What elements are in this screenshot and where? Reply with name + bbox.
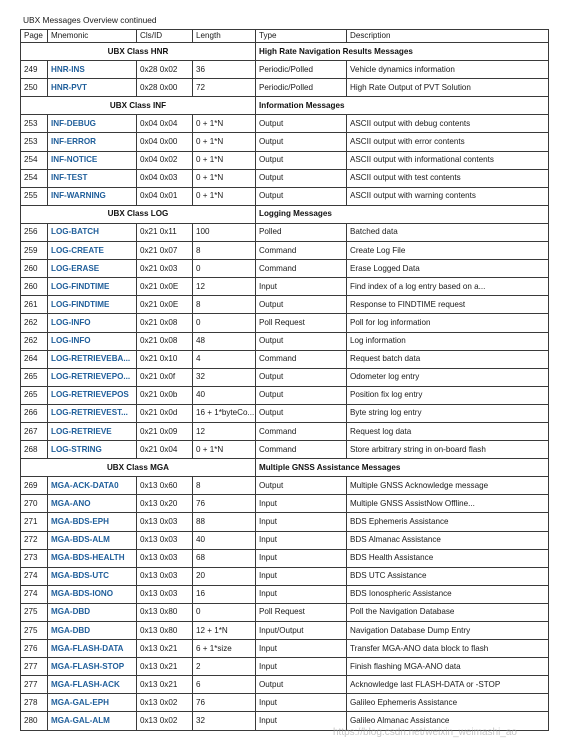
- mnemonic-link[interactable]: MGA-FLASH-DATA: [48, 640, 137, 658]
- cell-length: 72: [193, 79, 256, 97]
- cell-clsid: 0x13 0x03: [137, 531, 193, 549]
- table-row: [21, 133, 549, 151]
- cell-page: 276: [21, 640, 48, 658]
- mnemonic-link[interactable]: LOG-INFO: [48, 314, 137, 332]
- cell-clsid: 0x13 0x03: [137, 513, 193, 531]
- cell-type: Input: [256, 585, 347, 603]
- table-header-row: [21, 30, 549, 43]
- mnemonic-link[interactable]: MGA-ACK-DATA0: [48, 477, 137, 495]
- cell-type: Output: [256, 151, 347, 169]
- cell-page: 272: [21, 531, 48, 549]
- table-row: [21, 676, 549, 694]
- cell-description: Finish flashing MGA-ANO data: [347, 658, 549, 676]
- cell-type: Input: [256, 640, 347, 658]
- cell-description: BDS Ephemeris Assistance: [347, 513, 549, 531]
- cell-description: ASCII output with informational contents: [347, 151, 549, 169]
- cell-clsid: 0x21 0x09: [137, 422, 193, 440]
- table-row: [21, 495, 549, 513]
- table-row: [21, 169, 549, 187]
- table-row: [21, 278, 549, 296]
- cell-page: 274: [21, 567, 48, 585]
- cell-length: 0 + 1*N: [193, 151, 256, 169]
- cell-clsid: 0x13 0x03: [137, 585, 193, 603]
- cell-length: 0: [193, 260, 256, 278]
- cell-clsid: 0x21 0x0E: [137, 296, 193, 314]
- cell-type: Output: [256, 676, 347, 694]
- cell-clsid: 0x04 0x02: [137, 151, 193, 169]
- mnemonic-link[interactable]: MGA-BDS-ALM: [48, 531, 137, 549]
- table-row: [21, 585, 549, 603]
- watermark: https://blog.csdn.net/weixin_weimashi_ao: [333, 727, 517, 738]
- cell-length: 40: [193, 531, 256, 549]
- cell-type: Input: [256, 658, 347, 676]
- cell-length: 48: [193, 332, 256, 350]
- cell-type: Output: [256, 332, 347, 350]
- mnemonic-link[interactable]: LOG-RETRIEVEPOS: [48, 386, 137, 404]
- cell-type: Output: [256, 386, 347, 404]
- cell-type: Input: [256, 495, 347, 513]
- cell-clsid: 0x21 0x10: [137, 350, 193, 368]
- header-page: Page: [21, 30, 48, 43]
- mnemonic-link[interactable]: LOG-CREATE: [48, 242, 137, 260]
- cell-clsid: 0x21 0x08: [137, 314, 193, 332]
- cell-length: 88: [193, 513, 256, 531]
- cell-length: 12: [193, 278, 256, 296]
- cell-length: 2: [193, 658, 256, 676]
- table-row: [21, 694, 549, 712]
- cell-length: 0: [193, 314, 256, 332]
- cell-length: 0 + 1*N: [193, 187, 256, 205]
- mnemonic-link[interactable]: INF-WARNING: [48, 187, 137, 205]
- mnemonic-link[interactable]: LOG-FINDTIME: [48, 278, 137, 296]
- cell-clsid: 0x21 0x0b: [137, 386, 193, 404]
- table-body: [21, 43, 549, 731]
- cell-clsid: 0x21 0x0E: [137, 278, 193, 296]
- mnemonic-link[interactable]: INF-TEST: [48, 169, 137, 187]
- cell-page: 270: [21, 495, 48, 513]
- cell-description: Request log data: [347, 422, 549, 440]
- cell-page: 277: [21, 676, 48, 694]
- cell-type: Polled: [256, 223, 347, 241]
- table-row: [21, 350, 549, 368]
- table-row: [21, 332, 549, 350]
- cell-length: 8: [193, 477, 256, 495]
- cell-clsid: 0x13 0x03: [137, 549, 193, 567]
- cell-clsid: 0x21 0x11: [137, 223, 193, 241]
- mnemonic-link[interactable]: MGA-BDS-IONO: [48, 585, 137, 603]
- cell-length: 36: [193, 61, 256, 79]
- cell-length: 6 + 1*size: [193, 640, 256, 658]
- cell-description: Transfer MGA-ANO data block to flash: [347, 640, 549, 658]
- cell-length: 76: [193, 694, 256, 712]
- table-row: [21, 368, 549, 386]
- cell-length: 0 + 1*N: [193, 169, 256, 187]
- header-type: Type: [256, 30, 347, 43]
- cell-clsid: 0x21 0x0f: [137, 368, 193, 386]
- cell-length: 16: [193, 585, 256, 603]
- class-label: UBX Class LOG: [21, 205, 256, 223]
- mnemonic-link[interactable]: LOG-ERASE: [48, 260, 137, 278]
- cell-description: Multiple GNSS AssistNow Offline...: [347, 495, 549, 513]
- cell-page: 256: [21, 223, 48, 241]
- cell-description: BDS UTC Assistance: [347, 567, 549, 585]
- cell-page: 275: [21, 622, 48, 640]
- cell-page: 262: [21, 314, 48, 332]
- cell-clsid: 0x21 0x08: [137, 332, 193, 350]
- cell-description: Request batch data: [347, 350, 549, 368]
- cell-description: BDS Ionospheric Assistance: [347, 585, 549, 603]
- cell-page: 254: [21, 169, 48, 187]
- table-row: [21, 640, 549, 658]
- cell-length: 32: [193, 368, 256, 386]
- cell-clsid: 0x21 0x03: [137, 260, 193, 278]
- cell-clsid: 0x13 0x80: [137, 603, 193, 621]
- cell-description: ASCII output with test contents: [347, 169, 549, 187]
- cell-clsid: 0x13 0x80: [137, 622, 193, 640]
- table-row: [21, 477, 549, 495]
- header-clsid: Cls/ID: [137, 30, 193, 43]
- cell-length: 4: [193, 350, 256, 368]
- cell-clsid: 0x13 0x02: [137, 712, 193, 730]
- cell-length: 0 + 1*N: [193, 115, 256, 133]
- cell-clsid: 0x04 0x00: [137, 133, 193, 151]
- mnemonic-link[interactable]: MGA-DBD: [48, 622, 137, 640]
- cell-clsid: 0x21 0x07: [137, 242, 193, 260]
- table-row: [21, 603, 549, 621]
- cell-length: 40: [193, 386, 256, 404]
- mnemonic-link[interactable]: INF-NOTICE: [48, 151, 137, 169]
- cell-description: Galileo Almanac Assistance: [347, 712, 549, 730]
- cell-type: Command: [256, 441, 347, 459]
- class-label: UBX Class HNR: [21, 43, 256, 61]
- cell-clsid: 0x04 0x01: [137, 187, 193, 205]
- cell-clsid: 0x21 0x04: [137, 441, 193, 459]
- cell-page: 261: [21, 296, 48, 314]
- cell-page: 260: [21, 278, 48, 296]
- cell-page: 255: [21, 187, 48, 205]
- cell-clsid: 0x28 0x00: [137, 79, 193, 97]
- cell-page: 273: [21, 549, 48, 567]
- class-group-row: [21, 205, 549, 223]
- cell-page: 267: [21, 422, 48, 440]
- mnemonic-link[interactable]: LOG-INFO: [48, 332, 137, 350]
- cell-type: Input: [256, 567, 347, 585]
- cell-page: 253: [21, 133, 48, 151]
- mnemonic-link[interactable]: HNR-PVT: [48, 79, 137, 97]
- cell-clsid: 0x13 0x02: [137, 694, 193, 712]
- cell-description: Batched data: [347, 223, 549, 241]
- cell-type: Input: [256, 694, 347, 712]
- cell-type: Output: [256, 477, 347, 495]
- cell-description: Create Log File: [347, 242, 549, 260]
- table-row: [21, 712, 549, 730]
- cell-length: 16 + 1*byteCo...: [193, 404, 256, 422]
- cell-page: 259: [21, 242, 48, 260]
- class-description: Logging Messages: [256, 205, 549, 223]
- table-row: [21, 115, 549, 133]
- mnemonic-link[interactable]: MGA-GAL-EPH: [48, 694, 137, 712]
- table-row: [21, 567, 549, 585]
- cell-length: 32: [193, 712, 256, 730]
- cell-type: Output: [256, 368, 347, 386]
- cell-page: 274: [21, 585, 48, 603]
- cell-description: Find index of a log entry based on a...: [347, 278, 549, 296]
- cell-type: Output: [256, 296, 347, 314]
- cell-length: 0 + 1*N: [193, 133, 256, 151]
- cell-clsid: 0x21 0x0d: [137, 404, 193, 422]
- cell-page: 268: [21, 441, 48, 459]
- class-description: Multiple GNSS Assistance Messages: [256, 459, 549, 477]
- cell-description: Multiple GNSS Acknowledge message: [347, 477, 549, 495]
- mnemonic-link[interactable]: MGA-BDS-UTC: [48, 567, 137, 585]
- cell-length: 76: [193, 495, 256, 513]
- cell-description: Acknowledge last FLASH-DATA or -STOP: [347, 676, 549, 694]
- cell-type: Output: [256, 133, 347, 151]
- mnemonic-link[interactable]: LOG-RETRIEVEBA...: [48, 350, 137, 368]
- table-row: [21, 622, 549, 640]
- cell-page: 269: [21, 477, 48, 495]
- cell-length: 8: [193, 242, 256, 260]
- mnemonic-link[interactable]: LOG-BATCH: [48, 223, 137, 241]
- cell-type: Periodic/Polled: [256, 61, 347, 79]
- cell-description: Byte string log entry: [347, 404, 549, 422]
- mnemonic-link[interactable]: MGA-ANO: [48, 495, 137, 513]
- cell-type: Output: [256, 187, 347, 205]
- mnemonic-link[interactable]: MGA-BDS-HEALTH: [48, 549, 137, 567]
- cell-page: 277: [21, 658, 48, 676]
- cell-type: Output: [256, 115, 347, 133]
- cell-length: 68: [193, 549, 256, 567]
- cell-length: 0: [193, 603, 256, 621]
- cell-description: BDS Health Assistance: [347, 549, 549, 567]
- cell-description: Vehicle dynamics information: [347, 61, 549, 79]
- cell-length: 20: [193, 567, 256, 585]
- cell-clsid: 0x04 0x04: [137, 115, 193, 133]
- cell-page: 249: [21, 61, 48, 79]
- cell-type: Command: [256, 350, 347, 368]
- cell-type: Command: [256, 260, 347, 278]
- cell-page: 260: [21, 260, 48, 278]
- table-row: [21, 404, 549, 422]
- cell-clsid: 0x13 0x21: [137, 658, 193, 676]
- table-row: [21, 658, 549, 676]
- mnemonic-link[interactable]: INF-DEBUG: [48, 115, 137, 133]
- cell-page: 275: [21, 603, 48, 621]
- cell-page: 250: [21, 79, 48, 97]
- cell-type: Command: [256, 422, 347, 440]
- table-row: [21, 61, 549, 79]
- table-row: [21, 260, 549, 278]
- table-row: [21, 223, 549, 241]
- table-row: [21, 531, 549, 549]
- cell-clsid: 0x28 0x02: [137, 61, 193, 79]
- cell-description: Position fix log entry: [347, 386, 549, 404]
- class-label: UBX Class MGA: [21, 459, 256, 477]
- mnemonic-link[interactable]: INF-ERROR: [48, 133, 137, 151]
- cell-description: ASCII output with warning contents: [347, 187, 549, 205]
- mnemonic-link[interactable]: MGA-FLASH-ACK: [48, 676, 137, 694]
- class-description: Information Messages: [256, 97, 549, 115]
- mnemonic-link[interactable]: LOG-STRING: [48, 441, 137, 459]
- class-description: High Rate Navigation Results Messages: [256, 43, 549, 61]
- mnemonic-link[interactable]: MGA-FLASH-STOP: [48, 658, 137, 676]
- class-group-row: [21, 97, 549, 115]
- cell-description: Response to FINDTIME request: [347, 296, 549, 314]
- cell-description: Navigation Database Dump Entry: [347, 622, 549, 640]
- ubx-messages-table: [20, 29, 549, 731]
- cell-page: 265: [21, 368, 48, 386]
- table-row: [21, 314, 549, 332]
- cell-clsid: 0x13 0x03: [137, 567, 193, 585]
- cell-type: Poll Request: [256, 603, 347, 621]
- mnemonic-link[interactable]: LOG-RETRIEVEPO...: [48, 368, 137, 386]
- mnemonic-link[interactable]: LOG-FINDTIME: [48, 296, 137, 314]
- table-row: [21, 187, 549, 205]
- cell-type: Command: [256, 242, 347, 260]
- cell-page: 264: [21, 350, 48, 368]
- table-row: [21, 422, 549, 440]
- cell-description: Log information: [347, 332, 549, 350]
- cell-type: Input: [256, 712, 347, 730]
- cell-length: 100: [193, 223, 256, 241]
- mnemonic-link[interactable]: LOG-RETRIEVEST...: [48, 404, 137, 422]
- header-length: Length: [193, 30, 256, 43]
- cell-clsid: 0x13 0x20: [137, 495, 193, 513]
- mnemonic-link[interactable]: MGA-BDS-EPH: [48, 513, 137, 531]
- cell-page: 253: [21, 115, 48, 133]
- cell-description: High Rate Output of PVT Solution: [347, 79, 549, 97]
- cell-type: Output: [256, 169, 347, 187]
- cell-page: 265: [21, 386, 48, 404]
- cell-description: Store arbitrary string in on-board flash: [347, 441, 549, 459]
- cell-page: 280: [21, 712, 48, 730]
- cell-clsid: 0x04 0x03: [137, 169, 193, 187]
- cell-page: 262: [21, 332, 48, 350]
- header-description: Description: [347, 30, 549, 43]
- table-row: [21, 79, 549, 97]
- table-row: [21, 441, 549, 459]
- class-group-row: [21, 459, 549, 477]
- cell-description: Erase Logged Data: [347, 260, 549, 278]
- header-mnemonic: Mnemonic: [48, 30, 137, 43]
- table-row: [21, 386, 549, 404]
- cell-description: Poll for log information: [347, 314, 549, 332]
- cell-clsid: 0x13 0x21: [137, 640, 193, 658]
- cell-page: 266: [21, 404, 48, 422]
- cell-type: Input: [256, 513, 347, 531]
- cell-description: ASCII output with error contents: [347, 133, 549, 151]
- cell-page: 278: [21, 694, 48, 712]
- page-caption: UBX Messages Overview continued: [23, 15, 157, 25]
- cell-type: Input: [256, 549, 347, 567]
- mnemonic-link[interactable]: LOG-RETRIEVE: [48, 422, 137, 440]
- cell-type: Poll Request: [256, 314, 347, 332]
- cell-length: 0 + 1*N: [193, 441, 256, 459]
- cell-length: 8: [193, 296, 256, 314]
- class-label: UBX Class INF: [21, 97, 256, 115]
- mnemonic-link[interactable]: HNR-INS: [48, 61, 137, 79]
- cell-type: Output: [256, 404, 347, 422]
- cell-page: 271: [21, 513, 48, 531]
- table-row: [21, 242, 549, 260]
- cell-length: 12 + 1*N: [193, 622, 256, 640]
- cell-type: Input: [256, 278, 347, 296]
- cell-type: Input/Output: [256, 622, 347, 640]
- table-row: [21, 151, 549, 169]
- table-row: [21, 549, 549, 567]
- cell-clsid: 0x13 0x21: [137, 676, 193, 694]
- mnemonic-link[interactable]: MGA-GAL-ALM: [48, 712, 137, 730]
- cell-description: Galileo Ephemeris Assistance: [347, 694, 549, 712]
- cell-length: 12: [193, 422, 256, 440]
- cell-type: Periodic/Polled: [256, 79, 347, 97]
- table-row: [21, 513, 549, 531]
- cell-page: 254: [21, 151, 48, 169]
- cell-description: ASCII output with debug contents: [347, 115, 549, 133]
- class-group-row: [21, 43, 549, 61]
- cell-description: Poll the Navigation Database: [347, 603, 549, 621]
- cell-length: 6: [193, 676, 256, 694]
- table-row: [21, 296, 549, 314]
- mnemonic-link[interactable]: MGA-DBD: [48, 603, 137, 621]
- cell-clsid: 0x13 0x60: [137, 477, 193, 495]
- cell-description: Odometer log entry: [347, 368, 549, 386]
- cell-description: BDS Almanac Assistance: [347, 531, 549, 549]
- cell-type: Input: [256, 531, 347, 549]
